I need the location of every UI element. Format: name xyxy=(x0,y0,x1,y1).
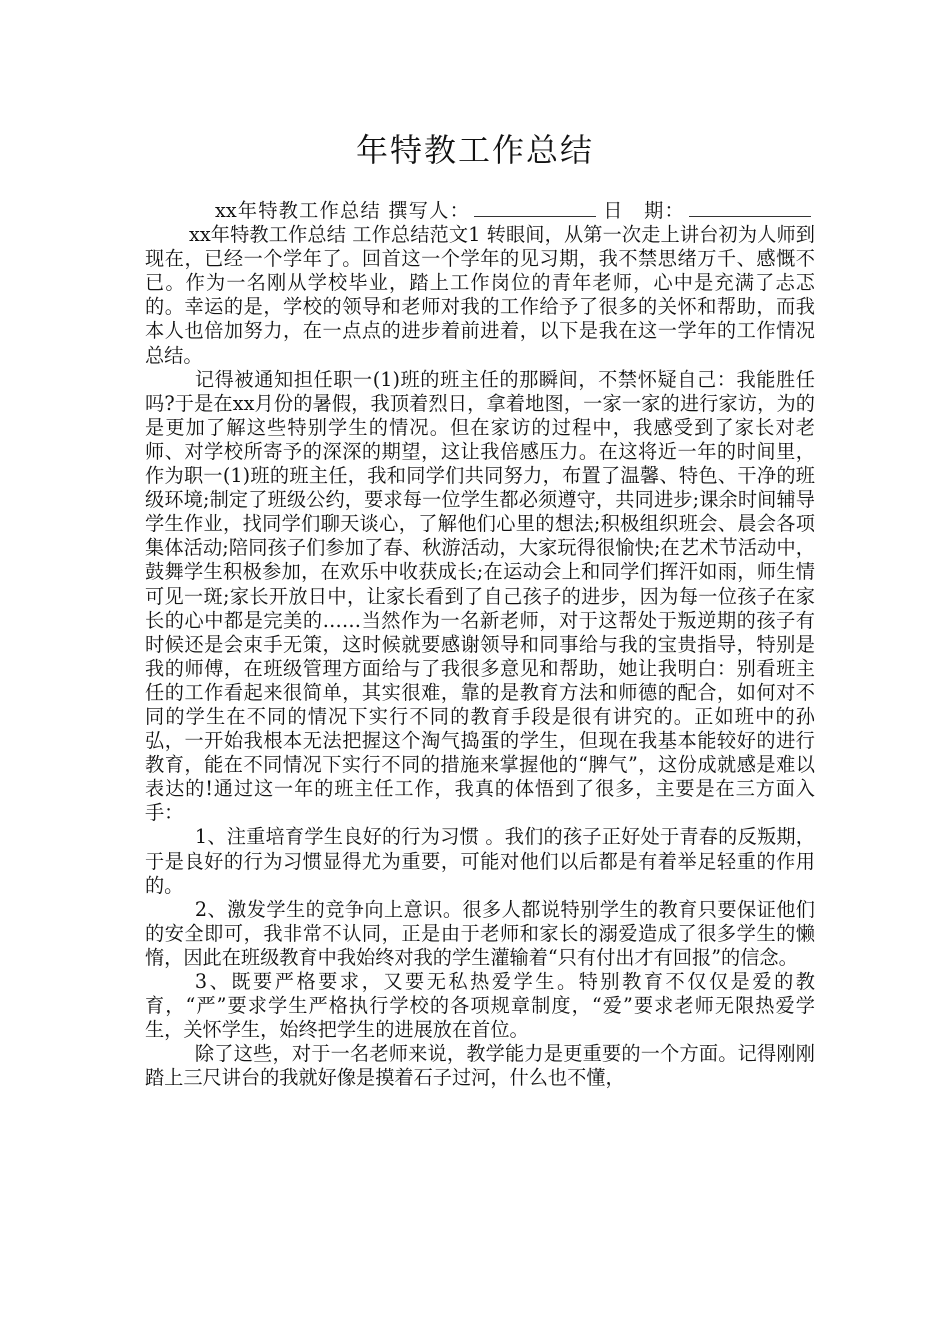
paragraph: 除了这些，对于一名老师来说，教学能力是更重要的一个方面。记得刚刚踏上三尺讲台的我就好像是摸着石子过河，什么也不懂， xyxy=(145,1042,815,1090)
date-blank xyxy=(689,198,767,217)
paragraph: 2、激发学生的竞争向上意识。很多人都说特别学生的教育只要保证他们的安全即可，我非常不认同，正是由于老师和家长的溺爱造成了很多学生的懒惰，因此在班级教育中我始终对我的学生灌输着“只有付出才有回报”的信念。 xyxy=(145,897,815,969)
paragraph: 记得被通知担任职一(1)班的班主任的那瞬间，不禁怀疑自己：我能胜任吗?于是在xx月份的暑假，我顶着烈日，拿着地图，一家一家的进行家访，为的是更加了解这些特别学生的情况。但在家访的过程中，我感受到了家长对老师、对学校所寄予的深深的期望，这让我倍感压力。在这将近一年的时间里，作为职一(1)班的班主任，我和同学们共同努力，布置了温馨、特色、干净的班级环境;制定了班级公约，要求每一位学生都必须遵守，共同进步;课余时间辅导学生作业，找同学们聊天谈心，了解他们心里的想法;积极组织班会、晨会各项集体活动;陪同孩子们参加了春、秋游活动，大家玩得很愉快;在艺术节活动中，鼓舞学生积极参加，在欢乐中收获成长;在运动会上和同学们挥汗如雨，师生情可见一斑;家长开放日中，让家长看到了自己孩子的进步，因为每一位孩子在家长的心中都是完美的……当然作为一名新老师，对于这帮处于叛逆期的孩子有时候还是会束手无策，这时候就要感谢领导和同事给与我的宝贵指导，特别是我的师傅，在班级管理方面给与了我很多意见和帮助，她让我明白：别看班主任的工作看起来很简单，其实很难，靠的是教育方法和师德的配合，如何对不同的学生在不同的情况下实行不同的教育手段是很有讲究的。正如班中的孙弘，一开始我根本无法把握这个淘气捣蛋的学生，但现在我基本能较好的进行教育，能在不同情况下实行不同的措施来掌握他的“脾气”，这份成就感是难以表达的!通过这一年的班主任工作，我真的体悟到了很多，主要是在三方面入手： xyxy=(145,367,815,825)
header-paragraph xyxy=(145,198,815,368)
intro-text: xx年特教工作总结 工作总结范文1 转眼间，从第一次走上讲台初为人师到现在，已经一个学年了。回首这一个学年的见习期，我不禁思绪万千、感慨不已。作为一名刚从学校毕业，踏上工作岗位的青年老师，心中是充满了忐忑的。幸运的是，学校的领导和老师对我的工作给予了很多的关怀和帮助，而我本人也倍加努力，在一点点的进步着前进着，以下是我在这一学年的工作情况总结。 xyxy=(145,223,815,367)
author-label: 撰写人： xyxy=(388,199,471,222)
author-blank xyxy=(474,198,596,217)
paragraph: 1、注重培育学生良好的行为习惯 。我们的孩子正好处于青春的反叛期，于是良好的行为习惯显得尤为重要，可能对他们以后都是有着举足轻重的作用的。 xyxy=(145,825,815,897)
date-blank-continued xyxy=(767,198,811,217)
date-label: 日 期： xyxy=(602,199,685,222)
document-title: 年特教工作总结 xyxy=(355,131,594,169)
doc-name: xx年特教工作总结 xyxy=(215,199,381,222)
paragraph: 3、既要严格要求，又要无私热爱学生。特别教育不仅仅是爱的教育，“严”要求学生严格执行学校的各项规章制度，“爱”要求老师无限热爱学生，关怀学生，始终把学生的进展放在首位。 xyxy=(145,970,815,1042)
document-body xyxy=(145,198,815,1090)
